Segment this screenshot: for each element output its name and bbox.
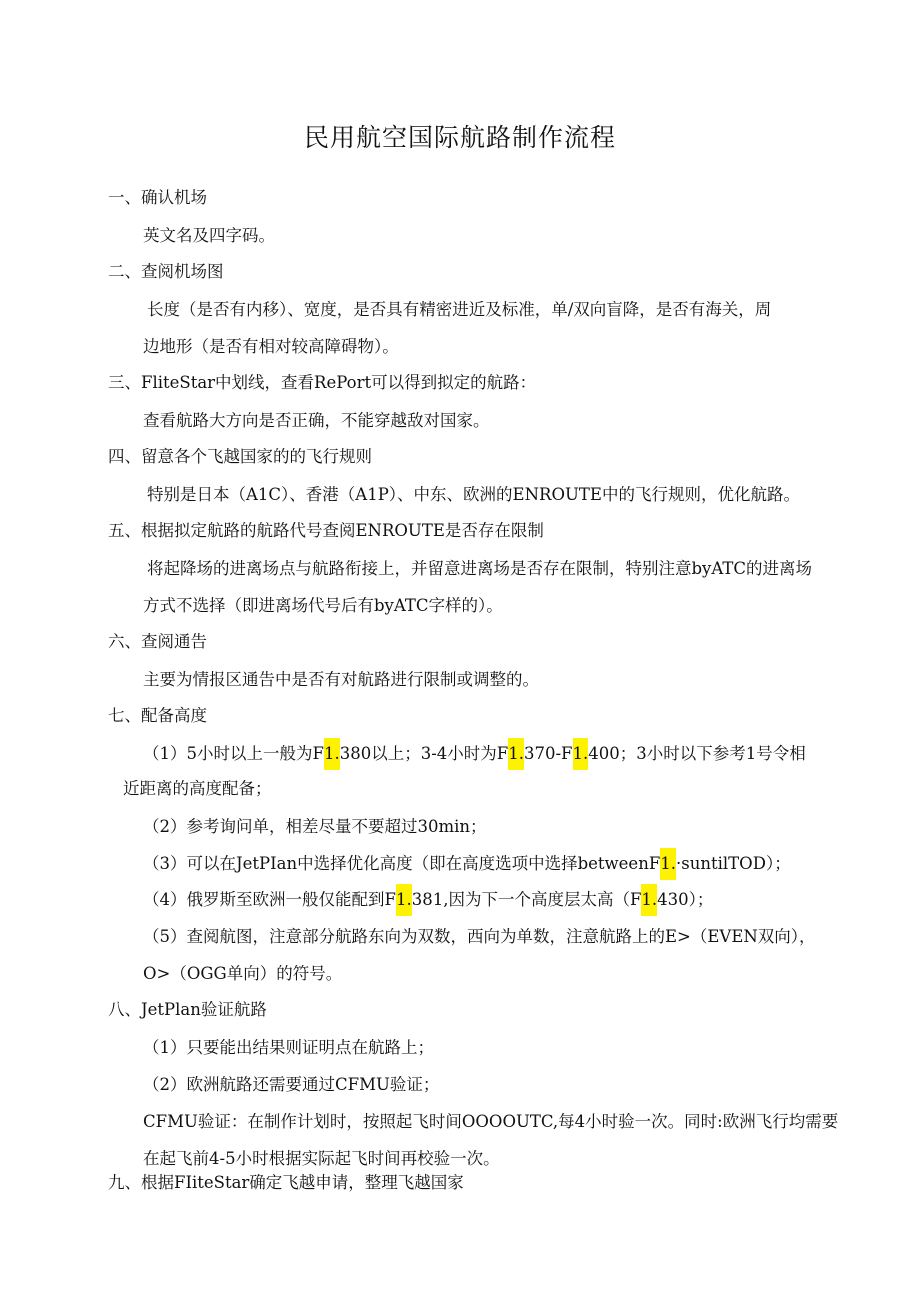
- section-8-heading: 八、JetPlan验证航路: [108, 1000, 267, 1019]
- page-title: 民用航空国际航路制作流程: [303, 123, 616, 152]
- text-segment: （1）5小时以上一般为F: [143, 744, 324, 763]
- section-7-item-1-cont: 近距离的高度配备；: [123, 779, 272, 798]
- highlighted-text: 1.: [324, 738, 340, 770]
- section-7-item-1: [143, 742, 806, 766]
- section-3-heading: 三、FliteStar中划线，查看RePort可以得到拟定的航路：: [108, 373, 537, 392]
- text-segment: 430）；: [657, 890, 714, 909]
- section-7-item-2: （2）参考询问单，相差尽量不要超过30min；: [143, 817, 487, 836]
- section-8-item-1: （1）只要能出结果则证明点在航路上；: [143, 1038, 434, 1057]
- highlighted-text: 1.: [508, 738, 524, 770]
- highlighted-text: 1.: [573, 738, 589, 770]
- highlighted-text: 1.: [396, 884, 412, 916]
- section-8-item-2: （2）欧洲航路还需要通过CFMU验证；: [143, 1075, 440, 1094]
- highlighted-text: 1.: [660, 848, 676, 880]
- section-5-heading: 五、根据拟定航路的航路代号查阅ENROUTE是否存在限制: [108, 521, 544, 540]
- section-5-text-2: 方式不选择（即进离场代号后有byATC字样的）。: [143, 596, 503, 615]
- section-7-item-4: [143, 888, 713, 912]
- text-segment: 380以上；3-4小时为F: [339, 744, 509, 763]
- highlighted-text: 1.: [641, 884, 657, 916]
- section-3-text: 查看航路大方向是否正确，不能穿越敌对国家。: [143, 411, 490, 430]
- section-9-heading: 九、根据FIiteStar确定飞越申请，整理飞越国家: [108, 1173, 464, 1192]
- section-6-text: 主要为情报区通告中是否有对航路进行限制或调整的。: [143, 670, 539, 689]
- section-2-text-2: 边地形（是否有相对较高障碍物）。: [143, 337, 399, 356]
- section-6-heading: 六、查阅通告: [108, 632, 207, 651]
- section-7-item-5-cont: O>（OGG单向）的符号。: [143, 964, 343, 983]
- section-8-item-3-cont: 在起飞前4-5小时根据实际起飞时间再校验一次。: [143, 1149, 500, 1168]
- section-5-text-1: 将起降场的进离场点与航路衔接上，并留意进离场是否存在限制，特别注意byATC的进离场: [147, 559, 813, 578]
- section-7-item-3: [143, 852, 791, 876]
- text-segment: 370-F: [523, 744, 573, 763]
- text-segment: （4）俄罗斯至欧洲一般仅能配到F: [143, 890, 396, 909]
- section-1-heading: 一、确认机场: [108, 188, 207, 207]
- text-segment: 400；3小时以下参考1号令相: [588, 744, 806, 763]
- section-1-text: 英文名及四字码。: [143, 226, 275, 245]
- section-4-heading: 四、留意各个飞越国家的的飞行规则: [108, 447, 372, 466]
- text-segment: （3）可以在JetPIan中选择优化高度（即在高度选项中选择betweenF: [143, 854, 661, 873]
- text-segment: ·suntilTOD）；: [676, 854, 791, 873]
- text-segment: 381,因为下一个高度层太高（F: [411, 890, 642, 909]
- section-7-heading: 七、配备高度: [108, 706, 207, 725]
- section-2-text-1: 长度（是否有内移）、宽度，是否具有精密进近及标准，单/双向盲降，是否有海关，周: [147, 300, 772, 319]
- section-4-text: 特别是日本（A1C）、香港（A1P）、中东、欧洲的ENROUTE中的飞行规则，优化航路。: [147, 485, 800, 504]
- section-2-heading: 二、查阅机场图: [108, 262, 224, 281]
- section-8-item-3: CFMU验证：在制作计划时，按照起飞时间OOOOUTC,每4小时验一次。同时:欧洲飞行均需要: [143, 1112, 839, 1131]
- section-7-item-5: （5）查阅航图，注意部分航路东向为双数，西向为单数，注意航路上的E>（EVEN双向），: [143, 927, 816, 946]
